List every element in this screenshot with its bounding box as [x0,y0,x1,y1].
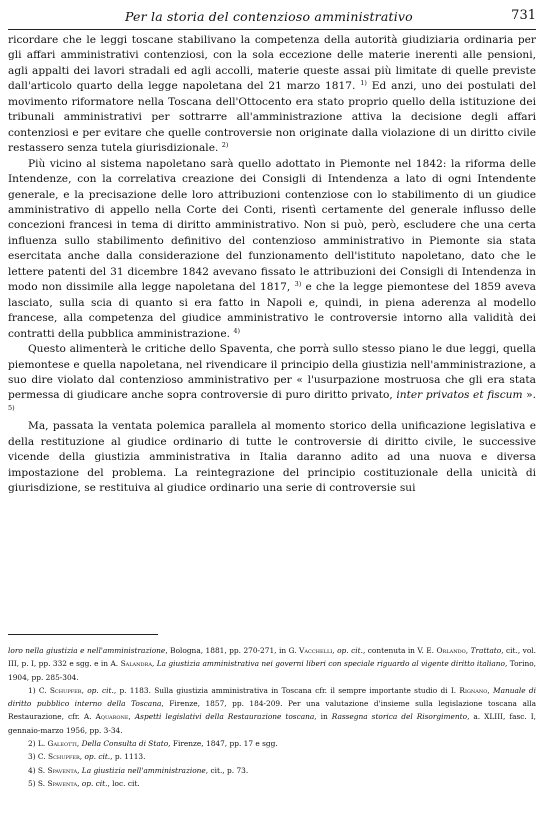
text-run: , cit., vol. III, p. I, pp. 332 e sgg. e in A. [8,646,537,669]
text-run: 1) C. [28,685,50,695]
text-run: , a. XLIII, fasc. I, gennaio-marzo 1956, pp. 3-34. [8,712,536,735]
italic-text: op. cit. [87,685,114,695]
text-run: , [77,765,82,775]
text-run: 2) L. [28,739,48,749]
text-run: , [151,659,157,669]
footnote-marker: 5) [8,403,15,412]
text-run: Più vicino al sistema napoletano sarà quello adottato in Piemonte nel 1842: la riforma delle Intendenze, con la correlativa creazione dei Consigli di Intendenza a lato di ogni Intendente generale, e la precisazione delle loro attribuzioni contenziose con lo stabilimento di un giudice amministrativo di appello nella Corte dei Conti, risentì certamente del generale influsso delle concezioni francesi in tema di diritto amministrativo. Non si può, però, escludere che una certa influenza sullo stabilimento definitivo del contenzioso amministrativo in Piemonte sia stata esercitata anche dalla considerazione del funzionamento dell'istituto napoletano, dato che le lettere patenti del 31 dicembre 1842 avevano fissato le attribuzioni dei Consigli di Intendenza in modo non dissimile alla legge napoletana del 1817, [8,157,536,294]
text-run: , p. 1113. [110,752,146,762]
footnote-rule [8,634,158,635]
text-run: , [79,752,85,762]
footnote-marker: 2) [221,141,229,150]
text-run: , [77,778,82,788]
text-run: e che la legge piemontese del 1859 aveva lasciato, sulla scia di quanto si era fatto in Napoli e, quindi, in piena aderenza al modello francese, alla competenza del giudice amministrativo le controversie intorno alla validità dei contratti della pubblica amministrazione. [8,281,536,340]
italic-text: op. cit. [84,752,111,762]
footnote-continuation [8,644,536,684]
italic-text: La giustizia nell'amministrazione [81,765,206,775]
italic-text: La giustizia amministrativa nei governi liberi con speciale riguardo al vigente diritto italiano [156,659,505,669]
italic-text: op. cit. [337,646,363,655]
italic-text: Trattato [470,646,502,655]
text-run: , cit., p. 73. [205,765,249,775]
running-title: Per la storia del contenzioso amministrativo [125,9,413,24]
text-run: , in [314,712,332,722]
text-run: , [487,685,494,695]
text-run: , [128,712,135,722]
footnote-marker: 4) [233,326,241,335]
text-run: 3) C. [28,752,49,762]
text-run: , [465,646,471,655]
text-run: , Bologna, 1881, pp. 270-271, in G. [165,646,300,655]
paragraph-1 [8,33,536,157]
text-run: , loc. cit. [107,778,140,788]
footnote-3 [8,750,536,763]
author-name: Spaventa [47,765,78,775]
author-name: Vacchelli [299,646,333,655]
text-run: , Torino, 1904, pp. 285-304. [8,659,537,682]
author-name: Aquarone [95,712,129,722]
page-number: 731 [511,8,536,23]
author-name: Schupfer [48,752,80,762]
paragraph-2 [8,157,536,342]
italic-text: Aspetti legislativi della Restaurazione toscana [134,712,315,722]
footnote-4 [8,764,536,777]
italic-text: op. cit. [81,778,108,788]
text-run: 4) S. [28,765,48,775]
footnote-2 [8,737,536,750]
text-run: , [76,739,82,749]
footnote-1 [8,684,536,737]
author-name: Rignano [459,685,488,695]
author-name: Schupfer [49,685,82,695]
author-name: Salandra [120,659,152,669]
author-name: Galeotti [47,739,77,749]
footnote-marker: 1) [360,79,367,88]
text-run: 5) S. [28,778,48,788]
footnotes [8,644,536,790]
paragraph-3 [8,342,536,419]
text-run: , [332,646,338,655]
main-text [8,33,536,497]
footnote-marker: 3) [294,280,302,289]
footnote-5 [8,777,536,790]
italic-text: Rassegna storica del Risorgimento [331,712,468,722]
italic-text: Della Consulta di Stato [81,739,169,749]
italic-text: inter privatos et fiscum [396,389,523,402]
text-run: Ma, passata la ventata polemica parallela al momento storico della unificazione legislativa e della restituzione al giudice ordinario di tutte le controversie di diritto civile, le successive vicende della giustizia amministrativa in Italia daranno adito ad una nuova e diversa impostazione del problema. La reintegrazione del principio costituzionale della unicità di giurisdizione, se restituiva al giudice ordinario una serie di controversie sui [8,420,536,495]
text-run: , Firenze, 1847, pp. 17 e sgg. [168,739,278,749]
author-name: Orlando [436,646,466,655]
text-run: , p. 1183. Sulla giustizia amministrativa in Toscana cfr. il sempre importante studio di I. [113,685,460,695]
header-rule [8,29,536,30]
text-run: ». [522,389,536,402]
text-run: , contenuta in V. E. [362,646,437,655]
running-header [8,6,536,30]
text-run: , [81,685,88,695]
paragraph-4 [8,419,536,496]
text-run: , Firenze, 1857, pp. 184-209. Per una valutazione d'insieme sulla legislazione toscana alla Restaurazione, cfr. A. [8,699,536,722]
italic-text: loro nella giustizia e nell'amministrazione [8,646,166,655]
text-run: ricordare che le leggi toscane stabilivano la competenza della autorità giudiziaria ordinaria per gli affari amministrativi contenziosi, con la sola eccezione delle materie inerenti alle pensioni, agli appalti dei lavori stradali ed agli accolli, materie queste assai più limitate di quelle previste dall'articolo quarto della legge napoletana del 21 marzo 1817. [8,34,536,93]
italic-text: Manuale di diritto pubblico interno della Toscana [8,685,537,709]
text-run: Ed anzi, uno dei postulati del movimento riformatore nella Toscana dell'Ottocento era stato proprio quello della istituzione dei tribunali amministrativi per sottrarre all'amministrazione attiva la decisione degli affari contenziosi e per evitare che quelle controversie non originate dalla violazione di un diritto civile restassero senza tutela giurisdizionale. [8,80,536,155]
text-run: Questo alimenterà le critiche dello Spaventa, che porrà sullo stesso piano le due leggi, quella piemontese e quella napoletana, nel rivendicare il principio della giustizia nell'amministrazione, a suo dire violato dal contenzioso amministrativo per « l'usurpazione mostruosa che gli era stata permessa di giudicare anche sopra controversie di puro diritto privato, [8,343,536,402]
author-name: Spaventa [47,778,78,788]
